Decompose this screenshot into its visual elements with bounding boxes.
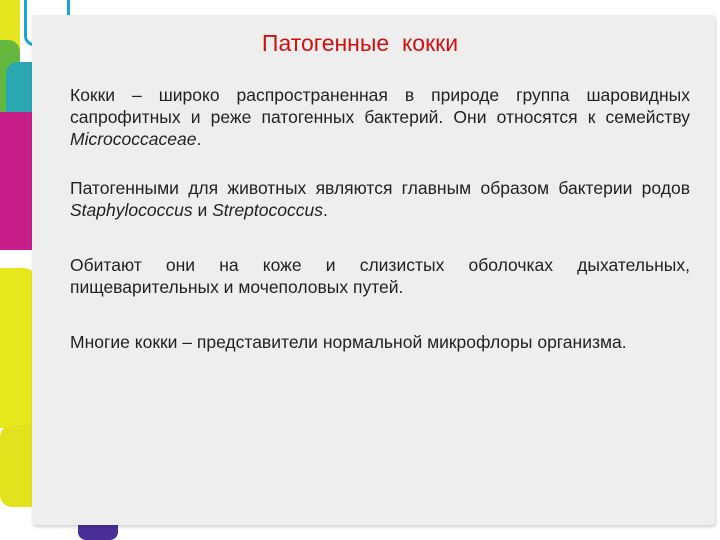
paragraph-end: . <box>196 129 202 149</box>
paragraph-normal-microflora: Многие кокки – представители нормальной микрофлоры организма. <box>70 332 627 352</box>
paragraph-text: Кокки – широко распространенная в природе группа шаровидных сапрофитных и реже патогенных бактерий. Они относятся к семейству <box>70 85 690 127</box>
decor-block-yellow-middle <box>0 268 36 428</box>
genus-staphylococcus: Staphylococcus <box>70 200 193 220</box>
genus-streptococcus: Streptococcus <box>212 200 323 220</box>
paragraph-habitat: Обитают они на коже и слизистых оболочках дыхательных, пищеварительных и мочеполовых путей. <box>70 255 690 297</box>
family-name: Micrococcaceae <box>70 129 197 149</box>
slide-title: Патогенные кокки <box>261 30 459 56</box>
paragraph-cocci-definition <box>70 84 690 150</box>
paragraph-pathogenic-genera <box>70 177 690 221</box>
paragraph-end: . <box>322 200 328 220</box>
paragraph-text: Патогенными для животных являются главным образом бактерии родов <box>70 178 690 198</box>
paragraph-connector: и <box>192 200 213 220</box>
